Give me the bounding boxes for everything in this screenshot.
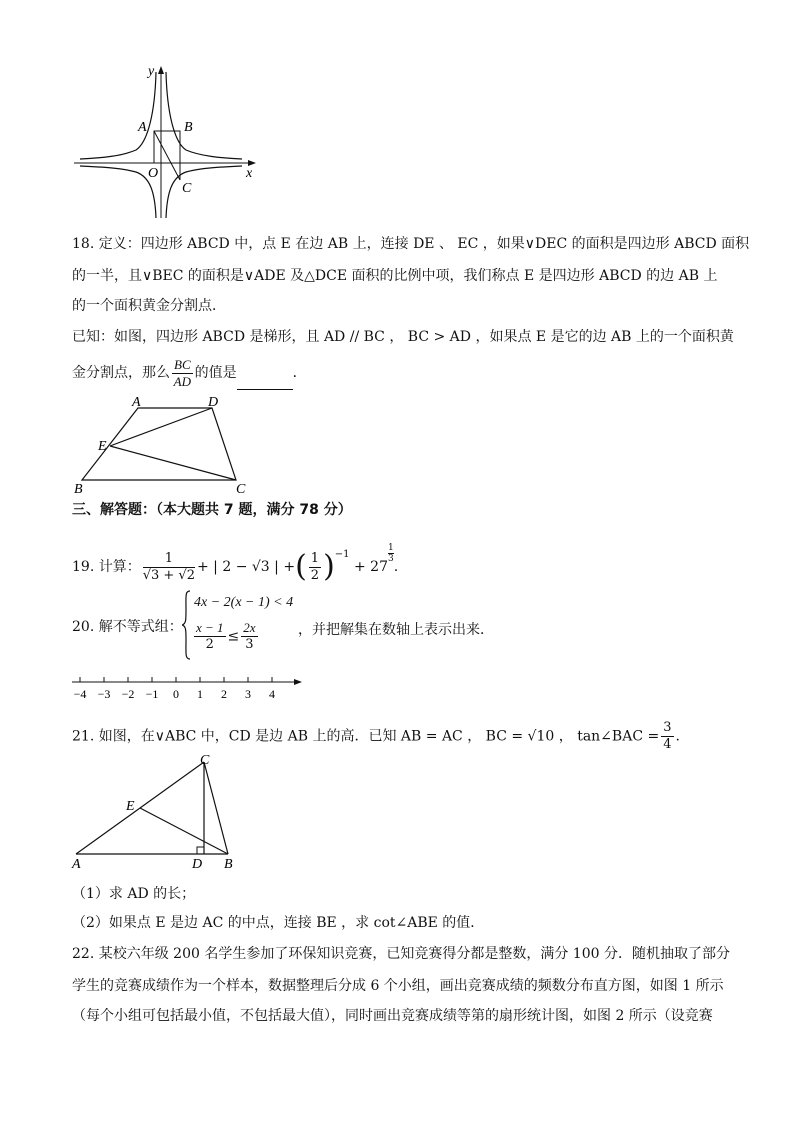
- q22-line3: （每个小组可包括最小值，不包括最大值），同时画出竞赛成绩等第的扇形统计图，如图 2 所示（设竞赛: [72, 1008, 713, 1024]
- number-line-tick-label: −1: [145, 687, 159, 701]
- tri-label-e: E: [126, 799, 135, 814]
- q20-frac-left: [194, 620, 226, 653]
- answer-blank: [237, 375, 293, 390]
- q21-tan-den: 4: [663, 737, 672, 752]
- q19-tail: + 27: [353, 559, 388, 575]
- q21-line: [72, 720, 680, 753]
- q21-sub2: （2）如果点 E 是边 AC 的中点，连接 BE ，求 cot∠ABE 的值．: [72, 915, 485, 931]
- origin-label: O: [148, 166, 159, 181]
- q20-inequality-1: 4x − 2(x − 1) < 4: [194, 595, 294, 610]
- q19-paren-num: 1: [310, 550, 320, 566]
- q18-line3: 的一个面积黄金分割点．: [72, 298, 226, 314]
- q18-line5-post: 的值是: [194, 365, 237, 381]
- q21-end: .: [675, 728, 680, 745]
- q18-line5-end: ．: [292, 365, 307, 381]
- y-axis-label: y: [148, 64, 155, 79]
- hyperbola-figure: [70, 62, 260, 222]
- number-line-tick-label: −4: [73, 687, 87, 701]
- q21-tan-fraction: [661, 720, 673, 753]
- number-line-tick-label: 0: [173, 687, 179, 701]
- q20-inequality-2: [192, 620, 260, 653]
- q19-paren-den: 2: [310, 567, 320, 583]
- q19-end: .: [393, 559, 399, 575]
- point-b-label: B: [184, 120, 193, 135]
- q18-line4: 已知：如图，四边形 ABCD 是梯形，且 AD // BC ， BC > AD ，如果点 E 是它的边 AB 上的一个面积黄: [72, 329, 734, 345]
- tri-label-b: B: [224, 857, 233, 872]
- q19-paren-open: (: [295, 549, 307, 584]
- q21-tan-num: 3: [663, 720, 672, 735]
- q19-mid: + | 2 − √3 | +: [197, 559, 296, 575]
- system-brace: [182, 590, 190, 660]
- q21-sub1: （1）求 AD 的长；: [72, 886, 196, 902]
- section-heading: 三、解答题：（本大题共 7 题，满分 78 分）: [72, 502, 352, 518]
- tri-label-c: C: [200, 753, 210, 768]
- trap-label-e: E: [98, 439, 107, 454]
- q20-prefix: 20. 解不等式组：: [72, 619, 183, 635]
- q22-line2: 学生的竞赛成绩作为一个样本，数据整理后分成 6 个小组，画出竞赛成绩的频数分布直方图，如图 1 所示: [72, 978, 724, 994]
- q19-exp1: −1: [334, 549, 350, 560]
- number-line-tick-label: 3: [245, 687, 251, 701]
- q19-paren-close: ): [323, 549, 335, 584]
- triangle-figure: [70, 752, 250, 874]
- q21-text: 21. 如图，在∨ABC 中，CD 是边 AB 上的高．已知 AB = AC ， BC = √10 ， tan∠BAC =: [72, 728, 660, 745]
- q20-frac-right-den: 3: [245, 637, 254, 652]
- number-line-tick-label: 1: [197, 687, 203, 701]
- q19-exp2-den: 3: [387, 554, 394, 564]
- trap-label-d: D: [208, 395, 219, 410]
- q18-frac-den: AD: [173, 373, 191, 389]
- number-line-tick-label: 2: [221, 687, 227, 701]
- trapezoid-figure: [70, 392, 260, 498]
- tri-label-a: A: [72, 857, 81, 872]
- x-axis-label: x: [246, 166, 253, 181]
- trap-label-b: B: [74, 482, 83, 497]
- q18-line2: 的一半，且∨BEC 的面积是∨ADE 及△DCE 面积的比例中项，我们称点 E 是四边形 ABCD 的边 AB 上: [72, 268, 718, 284]
- q20-ineq2-op: ≤: [227, 628, 240, 645]
- q20-frac-right: [241, 620, 257, 653]
- q20-suffix: ，并把解集在数轴上表示出来．: [298, 622, 494, 638]
- q22-line1: 22. 某校六年级 200 名学生参加了环保知识竞赛，已知竞赛得分都是整数，满分 100 分．随机抽取了部分: [72, 946, 730, 962]
- q19-prefix: 19. 计算：: [72, 559, 141, 575]
- trap-label-c: C: [236, 482, 246, 497]
- number-line: [70, 674, 310, 702]
- point-c-label: C: [182, 181, 192, 196]
- q18-frac-num: BC: [174, 356, 191, 372]
- trap-label-a: A: [132, 395, 141, 410]
- point-a-label: A: [138, 120, 147, 135]
- q18-line5-pre: 金分割点，那么: [72, 365, 170, 381]
- q19-paren-fraction: [309, 551, 321, 584]
- number-line-tick-label: −2: [121, 687, 135, 701]
- q18-fraction: [172, 357, 193, 390]
- q19-frac-den: √3 + √2: [142, 567, 195, 583]
- q18-line1: 18. 定义：四边形 ABCD 中，点 E 在边 AB 上，连接 DE 、 EC ，如果∨DEC 的面积是四边形 ABCD 面积: [72, 236, 750, 252]
- q18-line5: [72, 356, 307, 390]
- q19-exp2-num: 1: [387, 543, 394, 553]
- q20-frac-right-num: 2x: [243, 620, 256, 635]
- q19-fraction: [143, 551, 195, 584]
- q19-frac-num: 1: [143, 551, 195, 568]
- tri-label-d: D: [192, 857, 203, 872]
- q20-frac-left-den: 2: [205, 637, 214, 652]
- q19-line: [72, 535, 398, 587]
- q20-frac-left-num: x − 1: [196, 620, 224, 635]
- number-line-tick-label: −3: [97, 687, 111, 701]
- number-line-tick-label: 4: [269, 687, 275, 701]
